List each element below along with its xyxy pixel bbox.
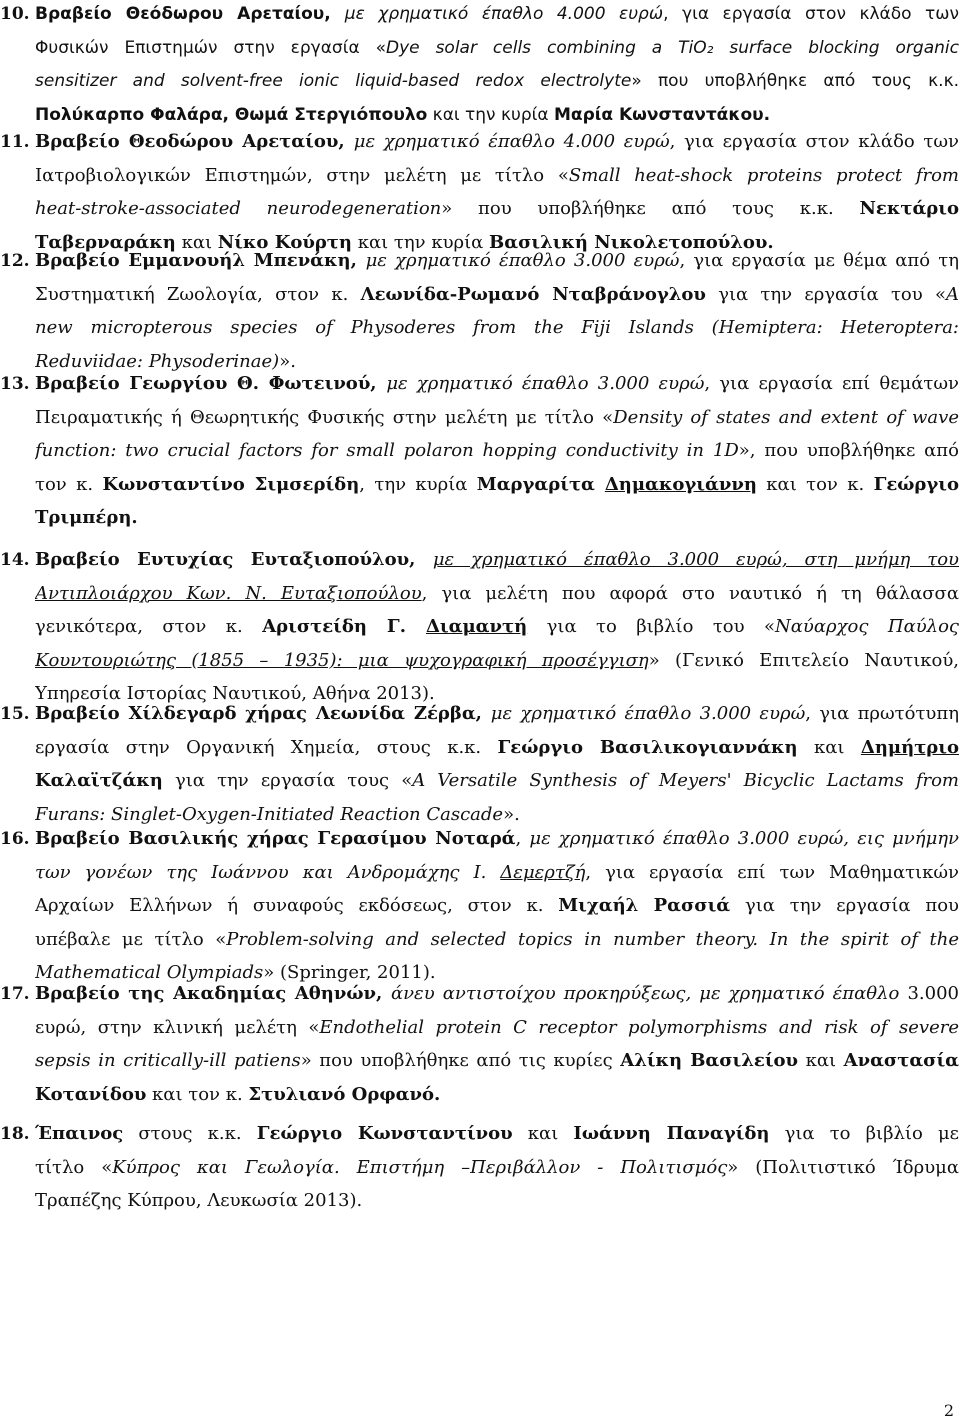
text-run: για το βιβλίο του « <box>527 616 776 637</box>
text-run: ευρώ, στην κλινική μελέτη « <box>35 1016 320 1038</box>
text-run: Αρχαίων Ελλήνων ή συναφούς εκδόσεως, στον κ. <box>35 895 559 916</box>
text-line <box>35 1187 959 1215</box>
text-run: Νεκτάριο <box>859 198 959 219</box>
text-run: Βραβείο Ευτυχίας Ευταξιοπούλου, <box>35 549 433 570</box>
text-run: Small heat-shock proteins protect from <box>568 164 959 186</box>
text-run: με χρηματικό έπαθλο 3.000 ευρώ <box>386 373 705 394</box>
text-run: Mathematical Olympiads <box>35 962 264 983</box>
text-run: Έπαινος <box>35 1123 124 1144</box>
text-run: » (Springer, 2011). <box>263 962 436 983</box>
item-number: 11. <box>0 132 30 152</box>
text-run: με χρηματικό έπαθλο 3.000 ευρώ <box>365 250 680 271</box>
text-run: Καλαϊτζάκη <box>35 770 163 791</box>
text-run: Διαμαντή <box>425 616 528 637</box>
text-run: Κύπρος και Γεωλογία. Επιστήμη –Περιβάλλον - Πολιτισμός <box>112 1156 728 1178</box>
item-number: 15. <box>0 704 30 724</box>
text-run: με χρηματικό έπαθλο 3.000 ευρώ, εις μνήμην <box>529 828 959 849</box>
text-line <box>35 546 959 574</box>
text-run: Βραβείο της Ακαδημίας Αθηνών, <box>35 983 391 1004</box>
text-run: ». <box>279 350 296 372</box>
text-run: Βραβείο Εμμανουήλ Μπενάκη, <box>35 250 366 271</box>
text-run: Βασιλική Νικολετοπούλου. <box>489 231 774 253</box>
text-run: Density of states and extent of wave <box>613 406 959 428</box>
text-run: A <box>946 283 959 305</box>
text-run: Βραβείο Θεοδώρου Αρεταίου, <box>35 131 354 152</box>
item-number: 13. <box>0 374 30 394</box>
item-number: 16. <box>0 829 30 849</box>
text-run: Δημακογιάννη <box>604 473 757 495</box>
text-run: Στυλιανό Ορφανό. <box>248 1083 441 1105</box>
text-run: Αντιπλοιάρχου Κων. Ν. Ευταξιοπούλου <box>35 582 422 604</box>
item-number: 14. <box>0 550 30 570</box>
text-run: » (Γενικό Επιτελείο Ναυτικού, <box>648 649 959 671</box>
text-run: για την εργασία τους « <box>162 770 413 791</box>
item-number: 17. <box>0 984 30 1004</box>
text-run: A Versatile Synthesis of Meyers' Bicyclic Lactams from <box>412 770 959 791</box>
text-run: Μαρία Κωνσταντάκου. <box>553 104 771 125</box>
text-line <box>35 580 959 608</box>
text-run: , για εργασία επί των Μαθηματικών <box>585 861 959 883</box>
text-run: Τραπέζης Κύπρου, Λευκωσία 2013). <box>35 1190 363 1211</box>
text-run: Αναστασία <box>843 1050 959 1071</box>
text-run: για το βιβλίο με <box>769 1123 959 1144</box>
text-run: Ιατροβιολογικών Επιστημών, στην μελέτη με τίτλο « <box>35 164 569 186</box>
text-run: Βραβείο Θεόδωρου Αρεταίου, <box>35 4 345 24</box>
text-line <box>35 859 959 887</box>
text-line <box>35 504 959 532</box>
text-run: Συστηματική Ζωολογία, στον κ. <box>35 283 361 305</box>
text-run: Βραβείο Χίλδεγαρδ χήρας Λεωνίδα Ζέρβα, <box>35 703 491 724</box>
text-run: Φυσικών Επιστημών στην εργασία « <box>35 37 387 58</box>
text-line <box>35 767 959 795</box>
text-run: με χρηματικό έπαθλο 3.000 ευρώ <box>490 703 806 724</box>
text-run: , για εργασία στον κλάδο των <box>669 131 959 152</box>
text-run: και την κυρία <box>427 104 554 125</box>
text-line <box>35 195 959 223</box>
text-run: Reduviidae: Physoderinae) <box>35 350 280 372</box>
text-line <box>35 162 959 190</box>
text-line <box>35 281 959 309</box>
text-line <box>35 34 959 62</box>
item-number: 18. <box>0 1124 30 1144</box>
text-line <box>35 1047 959 1075</box>
text-run: , την κυρία <box>359 473 477 495</box>
text-run: και την κυρία <box>352 231 490 253</box>
text-run: Πολύκαρπο Φαλάρα, Θωμά Στεργιόπουλο <box>35 104 428 125</box>
text-run: , <box>515 828 530 849</box>
text-run: Κοτανίδου <box>35 1083 147 1105</box>
text-run: τίτλο « <box>35 1156 113 1178</box>
text-run: Τριμπέρη. <box>35 507 138 528</box>
text-line <box>35 247 959 275</box>
text-run: Κουντουριώτης (1855 – 1935): μια ψυχογραφική προσέγγιση <box>35 649 649 671</box>
text-run: Μαργαρίτα <box>476 473 605 495</box>
text-run: Βραβείο Γεωργίου Θ. Φωτεινού, <box>35 373 387 394</box>
text-run: για την εργασία του « <box>705 283 946 305</box>
text-run: Problem-solving and selected topics in number theory. In the spirit of the <box>226 928 959 950</box>
text-run: sepsis in critically-ill patiens <box>35 1050 301 1071</box>
text-line <box>35 892 959 920</box>
item-number: 12. <box>0 251 30 271</box>
text-line <box>35 67 959 95</box>
text-run: , για εργασία επί θεμάτων <box>704 373 959 394</box>
text-run: function: two crucial factors for small polaron hopping conductivity in 1D <box>35 440 739 461</box>
text-run: Μιχαήλ Ρασσιά <box>558 895 731 916</box>
text-run: ». <box>503 803 520 825</box>
text-run: Βραβείο Βασιλικής χήρας Γερασίμου Νοταρά <box>35 828 516 849</box>
text-line <box>35 734 959 762</box>
text-line <box>35 1014 959 1042</box>
text-run: και <box>798 1050 844 1071</box>
text-run: και <box>175 231 218 253</box>
text-run: Νίκο Κούρτη <box>217 231 353 253</box>
text-run: Δημήτριο <box>860 736 959 758</box>
text-run: Γεώργιο Κωνσταντίνου <box>256 1123 513 1144</box>
text-run: , για εργασία με θέμα από τη <box>679 250 959 271</box>
text-run: , για εργασία στον κλάδο των <box>663 4 959 24</box>
text-run: Γεώργιο <box>873 473 959 495</box>
text-run: Αλίκη Βασιλείου <box>620 1050 799 1071</box>
text-line <box>35 437 959 465</box>
text-run: heat-stroke-associated neurodegeneration <box>35 198 442 219</box>
text-run: » που υποβλήθηκε από τις κυρίες <box>300 1050 621 1071</box>
text-run: με χρηματικό έπαθλο 4.000 ευρώ <box>344 4 664 24</box>
text-run: sensitizer and solvent-free ionic liquid-based redox electrolyte <box>35 71 632 91</box>
text-run: Furans: Singlet-Oxygen-Initiated Reaction Cascade <box>35 803 504 825</box>
text-line <box>35 314 959 342</box>
text-line <box>35 700 959 728</box>
text-run: και τον κ. <box>146 1083 249 1105</box>
text-run: και <box>512 1123 574 1144</box>
text-line <box>35 613 959 641</box>
text-run: Ταβερναράκη <box>35 231 176 253</box>
text-run: , για μελέτη που αφορά στο ναυτικό ή τη θάλασσα <box>421 582 959 604</box>
text-line <box>35 980 959 1008</box>
text-line <box>35 647 959 675</box>
text-run: εργασία στην Οργανική Χημεία, στους κ.κ. <box>35 736 498 758</box>
text-run: με χρηματικό έπαθλο 4.000 ευρώ <box>353 131 670 152</box>
text-run: Αριστείδη Γ. <box>262 616 426 637</box>
text-run: Λεωνίδα-Ρωμανό Νταβράνογλου <box>360 283 706 305</box>
text-run: , για πρωτότυπη <box>805 703 959 724</box>
text-run: Πειραματικής ή Θεωρητικής Φυσικής στην μελέτη με τίτλο « <box>35 406 614 428</box>
text-run: γενικότερα, στον κ. <box>35 616 263 637</box>
text-run: Ναύαρχος Παύλος <box>775 616 959 637</box>
text-run: και <box>797 736 861 758</box>
item-number: 10. <box>0 4 30 24</box>
text-run: Γεώργιο Βασιλικογιαννάκη <box>497 736 798 758</box>
text-run: τον κ. <box>35 473 103 495</box>
text-run: Ιωάννη Παναγίδη <box>573 1123 770 1144</box>
page-number: 2 <box>943 1401 954 1420</box>
text-run: με χρηματικό έπαθλο 3.000 ευρώ, στη μνήμη του <box>432 549 959 570</box>
text-run: » που υποβλήθηκε από τους κ.κ. <box>631 71 959 91</box>
text-line <box>35 926 959 954</box>
text-run: υπέβαλε με τίτλο « <box>35 928 227 950</box>
text-run: Υπηρεσία Ιστορίας Ναυτικού, Αθήνα 2013). <box>35 683 435 704</box>
text-run: στους κ.κ. <box>123 1123 257 1144</box>
text-line <box>35 128 959 156</box>
text-run: Dye solar cells combining a TiO₂ surface blocking organic <box>386 37 959 58</box>
text-run: » που υποβλήθηκε από τους κ.κ. <box>441 198 860 219</box>
text-line <box>35 825 959 853</box>
text-line <box>35 370 959 398</box>
text-run: για την εργασία που <box>730 895 959 916</box>
text-run: άνευ αντιστοίχου προκηρύξεως, με χρηματικό έπαθλο <box>390 983 900 1004</box>
text-run: Κωνσταντίνο Σιμσερίδη <box>102 473 360 495</box>
text-run: », που υποβλήθηκε από <box>738 440 959 461</box>
text-run: 3.000 <box>899 983 959 1004</box>
text-run: και τον κ. <box>756 473 874 495</box>
text-line <box>35 404 959 432</box>
text-run: των γονέων της Ιωάννου και Ανδρομάχης Ι. <box>35 861 501 883</box>
text-line <box>35 0 959 28</box>
text-line <box>35 1081 959 1109</box>
text-run: » (Πολιτιστικό Ίδρυμα <box>727 1156 959 1178</box>
text-line <box>35 471 959 499</box>
text-line <box>35 1154 959 1182</box>
text-run: Endothelial protein C receptor polymorphisms and risk of severe <box>319 1016 959 1038</box>
text-line <box>35 1120 959 1148</box>
text-run: new micropterous species of Physoderes from the Fiji Islands (Hemiptera: Heteroptera: <box>35 317 959 338</box>
text-run: Δεμερτζή <box>500 861 586 883</box>
text-line <box>35 101 959 129</box>
